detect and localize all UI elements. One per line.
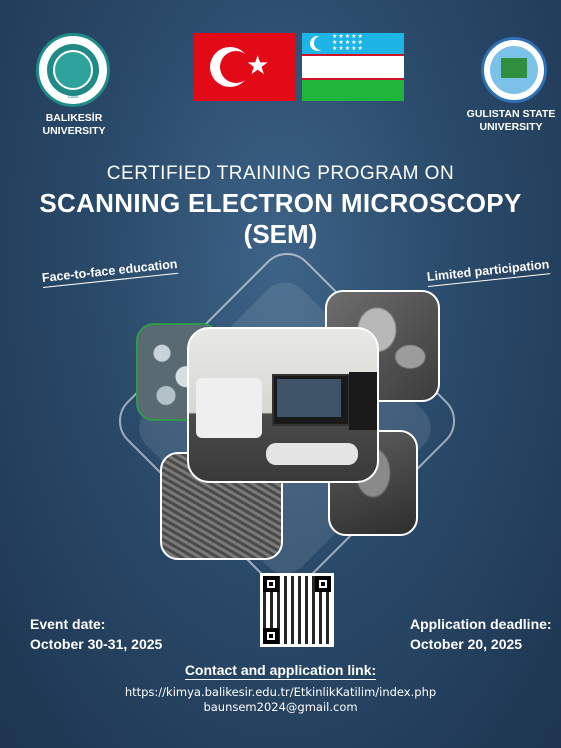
monitor-right [349, 372, 377, 430]
application-deadline-label: Application deadline: [410, 616, 552, 632]
control-panel [266, 443, 358, 465]
application-deadline-value: October 20, 2025 [410, 636, 523, 652]
monitor-left [272, 374, 350, 426]
tag-face-to-face: Face-to-face education [41, 257, 178, 288]
seal-year: 1992 [67, 94, 79, 100]
balikesir-seal-icon [36, 33, 110, 107]
title-line-2: SCANNING ELECTRON MICROSCOPY [39, 188, 522, 218]
gulistan-seal-icon [481, 37, 547, 103]
microscope-unit [196, 378, 262, 438]
title-line-1: CERTIFIED TRAINING PROGRAM ON [106, 163, 455, 184]
qr-code-icon[interactable] [260, 573, 334, 647]
balikesir-university-name: BALIKESİR UNIVERSITY [42, 112, 106, 137]
application-link[interactable]: https://kimya.balikesir.edu.tr/EtkinlikKatilim/index.php [124, 685, 437, 699]
turkey-flag-icon: ★ [194, 33, 296, 101]
gulistan-university-name: GULISTAN STATE UNIVERSITY [466, 108, 556, 133]
tag-limited-participation: Limited participation [426, 257, 550, 287]
event-date-label: Event date: [30, 616, 106, 632]
contact-heading: Contact and application link: [184, 662, 377, 678]
uzbekistan-flag-icon: ★★★★★ ★★★★★ ★★★★★ [302, 33, 404, 101]
event-date-value: October 30-31, 2025 [30, 636, 163, 652]
contact-email[interactable]: baunsem2024@gmail.com [203, 700, 358, 714]
title-line-3: (SEM) [243, 219, 318, 249]
